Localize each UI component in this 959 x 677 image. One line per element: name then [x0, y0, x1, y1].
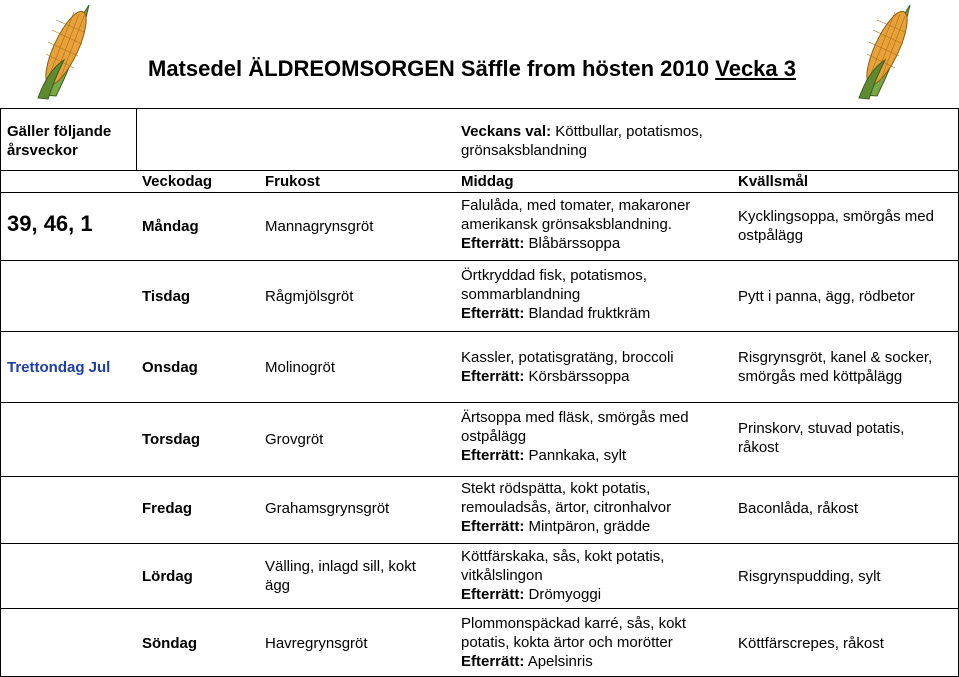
- row-divider: [0, 476, 959, 477]
- row-divider: [0, 170, 959, 171]
- title-week: Vecka 3: [715, 56, 796, 81]
- breakfast-cell: Grahamsgrynsgröt: [265, 500, 390, 517]
- week-choice: [461, 122, 751, 160]
- dessert-label: Efterrätt:: [461, 305, 525, 322]
- breakfast-cell: Rågmjölsgröt: [265, 288, 354, 305]
- dessert: [461, 304, 701, 323]
- lunch-dish: Ärtsoppa med fläsk, smörgås med ostpålägg: [461, 409, 689, 445]
- lunch-cell: [461, 196, 731, 253]
- lunch-dish: Köttfärskaka, sås, kokt potatis, vitkålslingon: [461, 548, 665, 584]
- corn-illustration-right: [855, 0, 925, 100]
- dessert-label: Efterrätt:: [461, 586, 525, 603]
- week-choice-text: Köttbullar, potatismos, grönsaksblandning: [461, 123, 703, 159]
- weeks-value: 39, 46, 1: [7, 211, 93, 236]
- dessert-text: Blandad fruktkräm: [528, 305, 651, 322]
- supper-cell: Pytt i panna, ägg, rödbetor: [738, 288, 915, 305]
- day-cell: Lördag: [142, 568, 193, 585]
- dessert-label: Efterrätt:: [461, 235, 525, 252]
- dessert-text: Drömyoggi: [528, 586, 602, 603]
- table-border-left: [0, 108, 1, 676]
- dessert: [461, 585, 701, 604]
- lunch-cell: [461, 479, 711, 536]
- col-divider: [136, 108, 137, 170]
- supper-cell: Kycklingsoppa, smörgås med ostpålägg: [738, 208, 934, 244]
- lunch-dish: Örtkryddad fisk, potatismos, sommarblandning: [461, 267, 647, 303]
- dessert-text: Körsbärssoppa: [528, 368, 630, 385]
- lunch-cell: [461, 614, 716, 671]
- dessert-label: Efterrätt:: [461, 368, 525, 385]
- supper-cell: Risgrynspudding, sylt: [738, 568, 881, 585]
- row-divider: [0, 608, 959, 609]
- col-header-day: Veckodag: [142, 173, 213, 190]
- breakfast-cell: Mannagrynsgröt: [265, 218, 374, 235]
- col-header-lunch: Middag: [461, 173, 514, 190]
- col-header-breakfast: Frukost: [265, 173, 321, 190]
- day-cell: Onsdag: [142, 359, 198, 376]
- dessert: [461, 367, 731, 386]
- lunch-cell: [461, 408, 726, 465]
- supper-cell: Risgrynsgröt, kanel & socker, smörgås med köttpålägg: [738, 349, 933, 385]
- breakfast-cell: Grovgröt: [265, 431, 324, 448]
- table-border-top: [0, 108, 959, 109]
- row-divider: [0, 331, 959, 332]
- row-divider: [0, 260, 959, 261]
- dessert-text: Blåbärssoppa: [528, 235, 621, 252]
- lunch-dish: Falulåda, med tomater, makaroner amerikansk grönsaksblandning.: [461, 197, 691, 233]
- row-divider: [0, 543, 959, 544]
- dessert-text: Apelsinris: [527, 653, 593, 670]
- weeks-label: Gäller följande årsveckor: [7, 123, 112, 159]
- dessert-text: Pannkaka, sylt: [528, 447, 627, 464]
- lunch-cell: [461, 547, 701, 604]
- breakfast-cell: Välling, inlagd sill, kokt ägg: [265, 558, 416, 594]
- day-cell: Tisdag: [142, 288, 191, 305]
- dessert: [461, 652, 716, 671]
- supper-cell: Baconlåda, råkost: [738, 500, 859, 517]
- dessert: [461, 234, 731, 253]
- menu-table: [0, 108, 959, 677]
- corn-illustration-left: [34, 0, 104, 100]
- lunch-cell: [461, 348, 731, 386]
- lunch-cell: [461, 266, 701, 323]
- dessert-label: Efterrätt:: [461, 518, 525, 535]
- day-cell: Söndag: [142, 635, 197, 652]
- title-main: Matsedel ÄLDREOMSORGEN Säffle from hösten 2010: [148, 56, 710, 81]
- breakfast-cell: Molinogröt: [265, 359, 336, 376]
- lunch-dish: Stekt rödspätta, kokt potatis, remouladsås, ärtor, citronhalvor: [461, 480, 672, 516]
- dessert: [461, 517, 711, 536]
- col-header-supper: Kvällsmål: [738, 173, 809, 190]
- lunch-dish: Plommonspäckad karré, sås, kokt potatis, kokta ärtor och morötter: [461, 615, 687, 651]
- day-cell: Måndag: [142, 218, 199, 235]
- lunch-dish: Kassler, potatisgratäng, broccoli: [461, 349, 674, 366]
- holiday-label: Trettondag Jul: [7, 359, 111, 376]
- supper-cell: Köttfärscrepes, råkost: [738, 635, 884, 652]
- row-divider: [0, 402, 959, 403]
- supper-cell: Prinskorv, stuvad potatis, råkost: [738, 420, 905, 456]
- breakfast-cell: Havregrynsgröt: [265, 635, 368, 652]
- week-choice-label: Veckans val:: [461, 123, 552, 140]
- dessert-label: Efterrätt:: [461, 653, 525, 670]
- row-divider: [0, 192, 959, 193]
- day-cell: Torsdag: [142, 431, 201, 448]
- page-title: [148, 56, 796, 82]
- day-cell: Fredag: [142, 500, 193, 517]
- dessert-label: Efterrätt:: [461, 447, 525, 464]
- dessert-text: Mintpäron, grädde: [528, 518, 651, 535]
- dessert: [461, 446, 726, 465]
